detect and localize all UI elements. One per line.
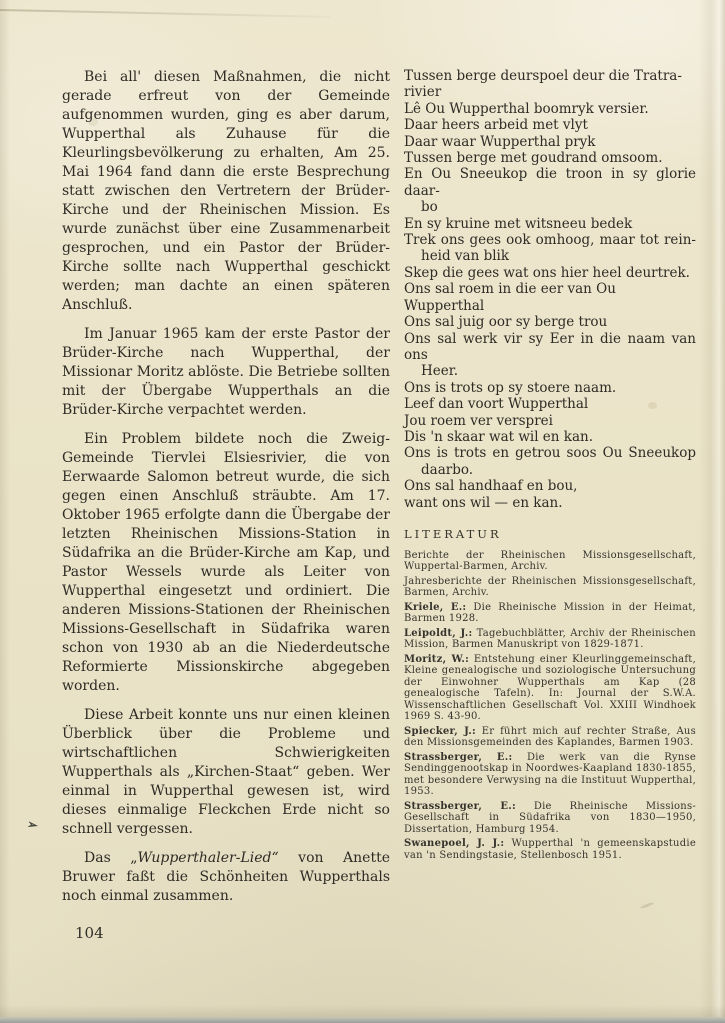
poem-line: Daar waar Wupperthal pryk <box>404 133 596 150</box>
scan-left-edge <box>0 0 10 1023</box>
bib-text: Berichte der Rheinischen Missionsgesellschaft, Wuppertal-Barmen, Archiv. <box>404 549 696 573</box>
right-column <box>404 68 696 864</box>
poem-line: Ons is trots en getrou soos Ou Sneeukop <box>404 445 696 462</box>
lied-prefix: Das „ <box>84 850 138 866</box>
bib-author: Moritz, W.: <box>404 653 470 665</box>
poem-line: heid van blik <box>421 248 510 265</box>
poem-line: Ons is trots op sy stoere naam. <box>404 379 617 396</box>
bibliography-entry <box>404 838 696 861</box>
page-number: 104 <box>75 924 104 942</box>
bib-author: Kriele, E.: <box>404 601 467 613</box>
poem-line: want ons wil — en kan. <box>404 494 563 511</box>
poem-line: Daar heers arbeid met vlyt <box>404 117 588 134</box>
paper-stain <box>640 902 654 910</box>
poem-line: En Ou Sneeukop die troon in sy glorie daar- <box>404 166 696 199</box>
paragraph-diese-arbeit: Diese Arbeit konnte uns nur einen kleinen Überblick über die Probleme und wirtschaftlichen Schwierigkeiten Wupperthals als „Kirchen-Staat“ geben. Wer einmal in Wupperthal gewesen ist, wird dieses einmalige Fleckchen Erde nicht so schnell vergessen. <box>62 707 390 837</box>
bibliography <box>404 550 696 862</box>
bibliography-entry <box>404 801 696 836</box>
bib-text: Wupperthal 'n gemeenskapstudie van 'n Sendingstasie, Stellenbosch 1951. <box>404 838 696 861</box>
poem-line: Skep die gees wat ons hier heel deurtrek. <box>404 264 690 281</box>
lied-suffix: von Anette Bruwer faßt die Schönheiten Wupperthals noch einmal zusammen. <box>62 850 390 904</box>
bib-text: Tagebuchblätter, Archiv der Rheinischen Mission, Barmen Manuskript von 1829-1871. <box>404 627 696 651</box>
poem-line: Heer. <box>421 363 459 380</box>
bib-author: Strassberger, E.: <box>404 751 513 763</box>
bib-author: Leipoldt, J.: <box>404 627 473 639</box>
poem-line: Ons sal juig oor sy berge trou <box>404 314 608 331</box>
bibliography-entry <box>404 654 696 723</box>
poem-line: Ons sal roem in die eer van Ou Wupperthal <box>404 281 616 314</box>
bibliography-entry <box>404 726 696 749</box>
literatur-heading: LITERATUR <box>404 526 502 541</box>
poem-line: Lê Ou Wupperthal boomryk versier. <box>404 100 649 117</box>
poem-line: Tussen berge deurspoel deur die Tratra-rivier <box>404 68 682 101</box>
bib-text: Die werk van die Rynse Sendinggenootskap in Noordwes-Kaapland 1830-1855, met besondere Verwysing na die Instituut Wupperthal, 1953. <box>404 751 696 798</box>
poem-line: En sy kruine met witsneeu bedek <box>404 215 633 232</box>
bib-author: Swanepoel, J. J.: <box>404 838 505 850</box>
bib-text: Jahresberichte der Rheinischen Missionsgesellschaft, Barmen, Archiv. <box>404 575 696 599</box>
paragraph-zweig-gemeinde: Ein Problem bildete noch die Zweig-Gemeinde Tiervlei Elsiesrivier, die von Eerwaarde Salomon betreut wurde, die sich gegen einen Anschluß sträubte. Am 17. Oktober 1965 erfolgte dann die Übergabe der letzten Rheinischen Missions-Station in Südafrika an die Brüder-Kirche am Kap, und Pastor Wessels wurde als Leiter von Wupperthal eingesetzt und ordiniert. Die anderen Missions-Stationen der Rheinischen Missions-Gesellschaft in Südafrika waren schon von 1930 ab an die Niederdeutsche Reformierte Missionskirche abgegeben worden. <box>62 431 390 694</box>
scan-bottom-edge <box>0 1017 725 1023</box>
bib-text: Er führt mich auf rechter Straße, Aus den Missionsgemeinden des Kaplandes, Barmen 1903. <box>404 725 696 749</box>
pen-mark: ➢ <box>25 817 39 834</box>
poem-line: bo <box>421 199 438 216</box>
bibliography-entry <box>404 752 696 798</box>
poem-line: Trek ons gees ook omhoog, maar tot rein- <box>404 232 696 249</box>
paragraph-massnahmen: Bei all' diesen Maßnahmen, die nicht gerade erfreut von der Gemeinde aufgenommen wurden, ging es aber darum, Wupperthal als Zuhause für die Kleurlingsbevölkerung zu erhalten, Am 25. Mai 1964 fand dann die erste Besprechung statt zwischen den Vertretern der Brüder-Kirche und der Rheinischen Mission. Es wurde zunächst über eine Zusammenarbeit gesprochen, und ein Pastor der Brüder-Kirche sollte nach Wupperthal geschickt werden; man dachte an einen späteren Anschluß. <box>62 69 390 313</box>
bib-author: Strassberger, E.: <box>404 800 516 812</box>
paper-crease <box>0 9 330 18</box>
bib-text: Die Rheinische Missions-Gesellschaft in Südafrika von 1830—1950, Dissertation, Hamburg 1954. <box>404 800 697 835</box>
paragraph-januar-1965: Im Januar 1965 kam der erste Pastor der Brüder-Kirche nach Wupperthal, der Missionar Moritz ablöste. Die Betriebe sollten mit der Übergabe Wupperthals an die Brüder-Kirche verpachtet werden. <box>62 326 390 418</box>
poem-line: Ons sal werk vir sy Eer in die naam van ons <box>404 330 696 363</box>
poem-line: Jou roem ver versprei <box>404 412 553 429</box>
poem-line: Leef dan voort Wupperthal <box>404 396 589 413</box>
poem-line: Tussen berge met goudrand omsoom. <box>404 150 663 167</box>
left-text-column <box>62 68 390 906</box>
bib-text: Entstehung einer Kleurlinggemeinschaft, Kleine genealogische und soziologische Untersuchung der Einwohner Wupperthals am Kap (28 genealogische Tafeln). In: Journal der S.W.A. Wissenschaftlichen Gesellschaft Vol. XXIII Windhoek 1969 S. 43-90. <box>404 653 697 723</box>
paragraph-wupperthaler-lied <box>62 849 390 906</box>
bib-text: Die Rheinische Mission in der Heimat, Barmen 1928. <box>404 601 696 625</box>
bibliography-entry <box>404 576 696 599</box>
bib-author: Spiecker, J.: <box>404 725 476 737</box>
scan-right-edge <box>699 0 725 1023</box>
lied-title: Wupperthaler-Lied“ <box>137 850 279 866</box>
bibliography-entry <box>404 602 696 625</box>
bibliography-entry <box>404 550 696 573</box>
wupperthaler-lied-poem <box>404 68 696 511</box>
poem-line: Dis 'n skaar wat wil en kan. <box>404 428 593 445</box>
bibliography-entry <box>404 628 696 651</box>
poem-line: Ons sal handhaaf en bou, <box>404 478 578 495</box>
poem-line: daarbo. <box>421 461 474 478</box>
